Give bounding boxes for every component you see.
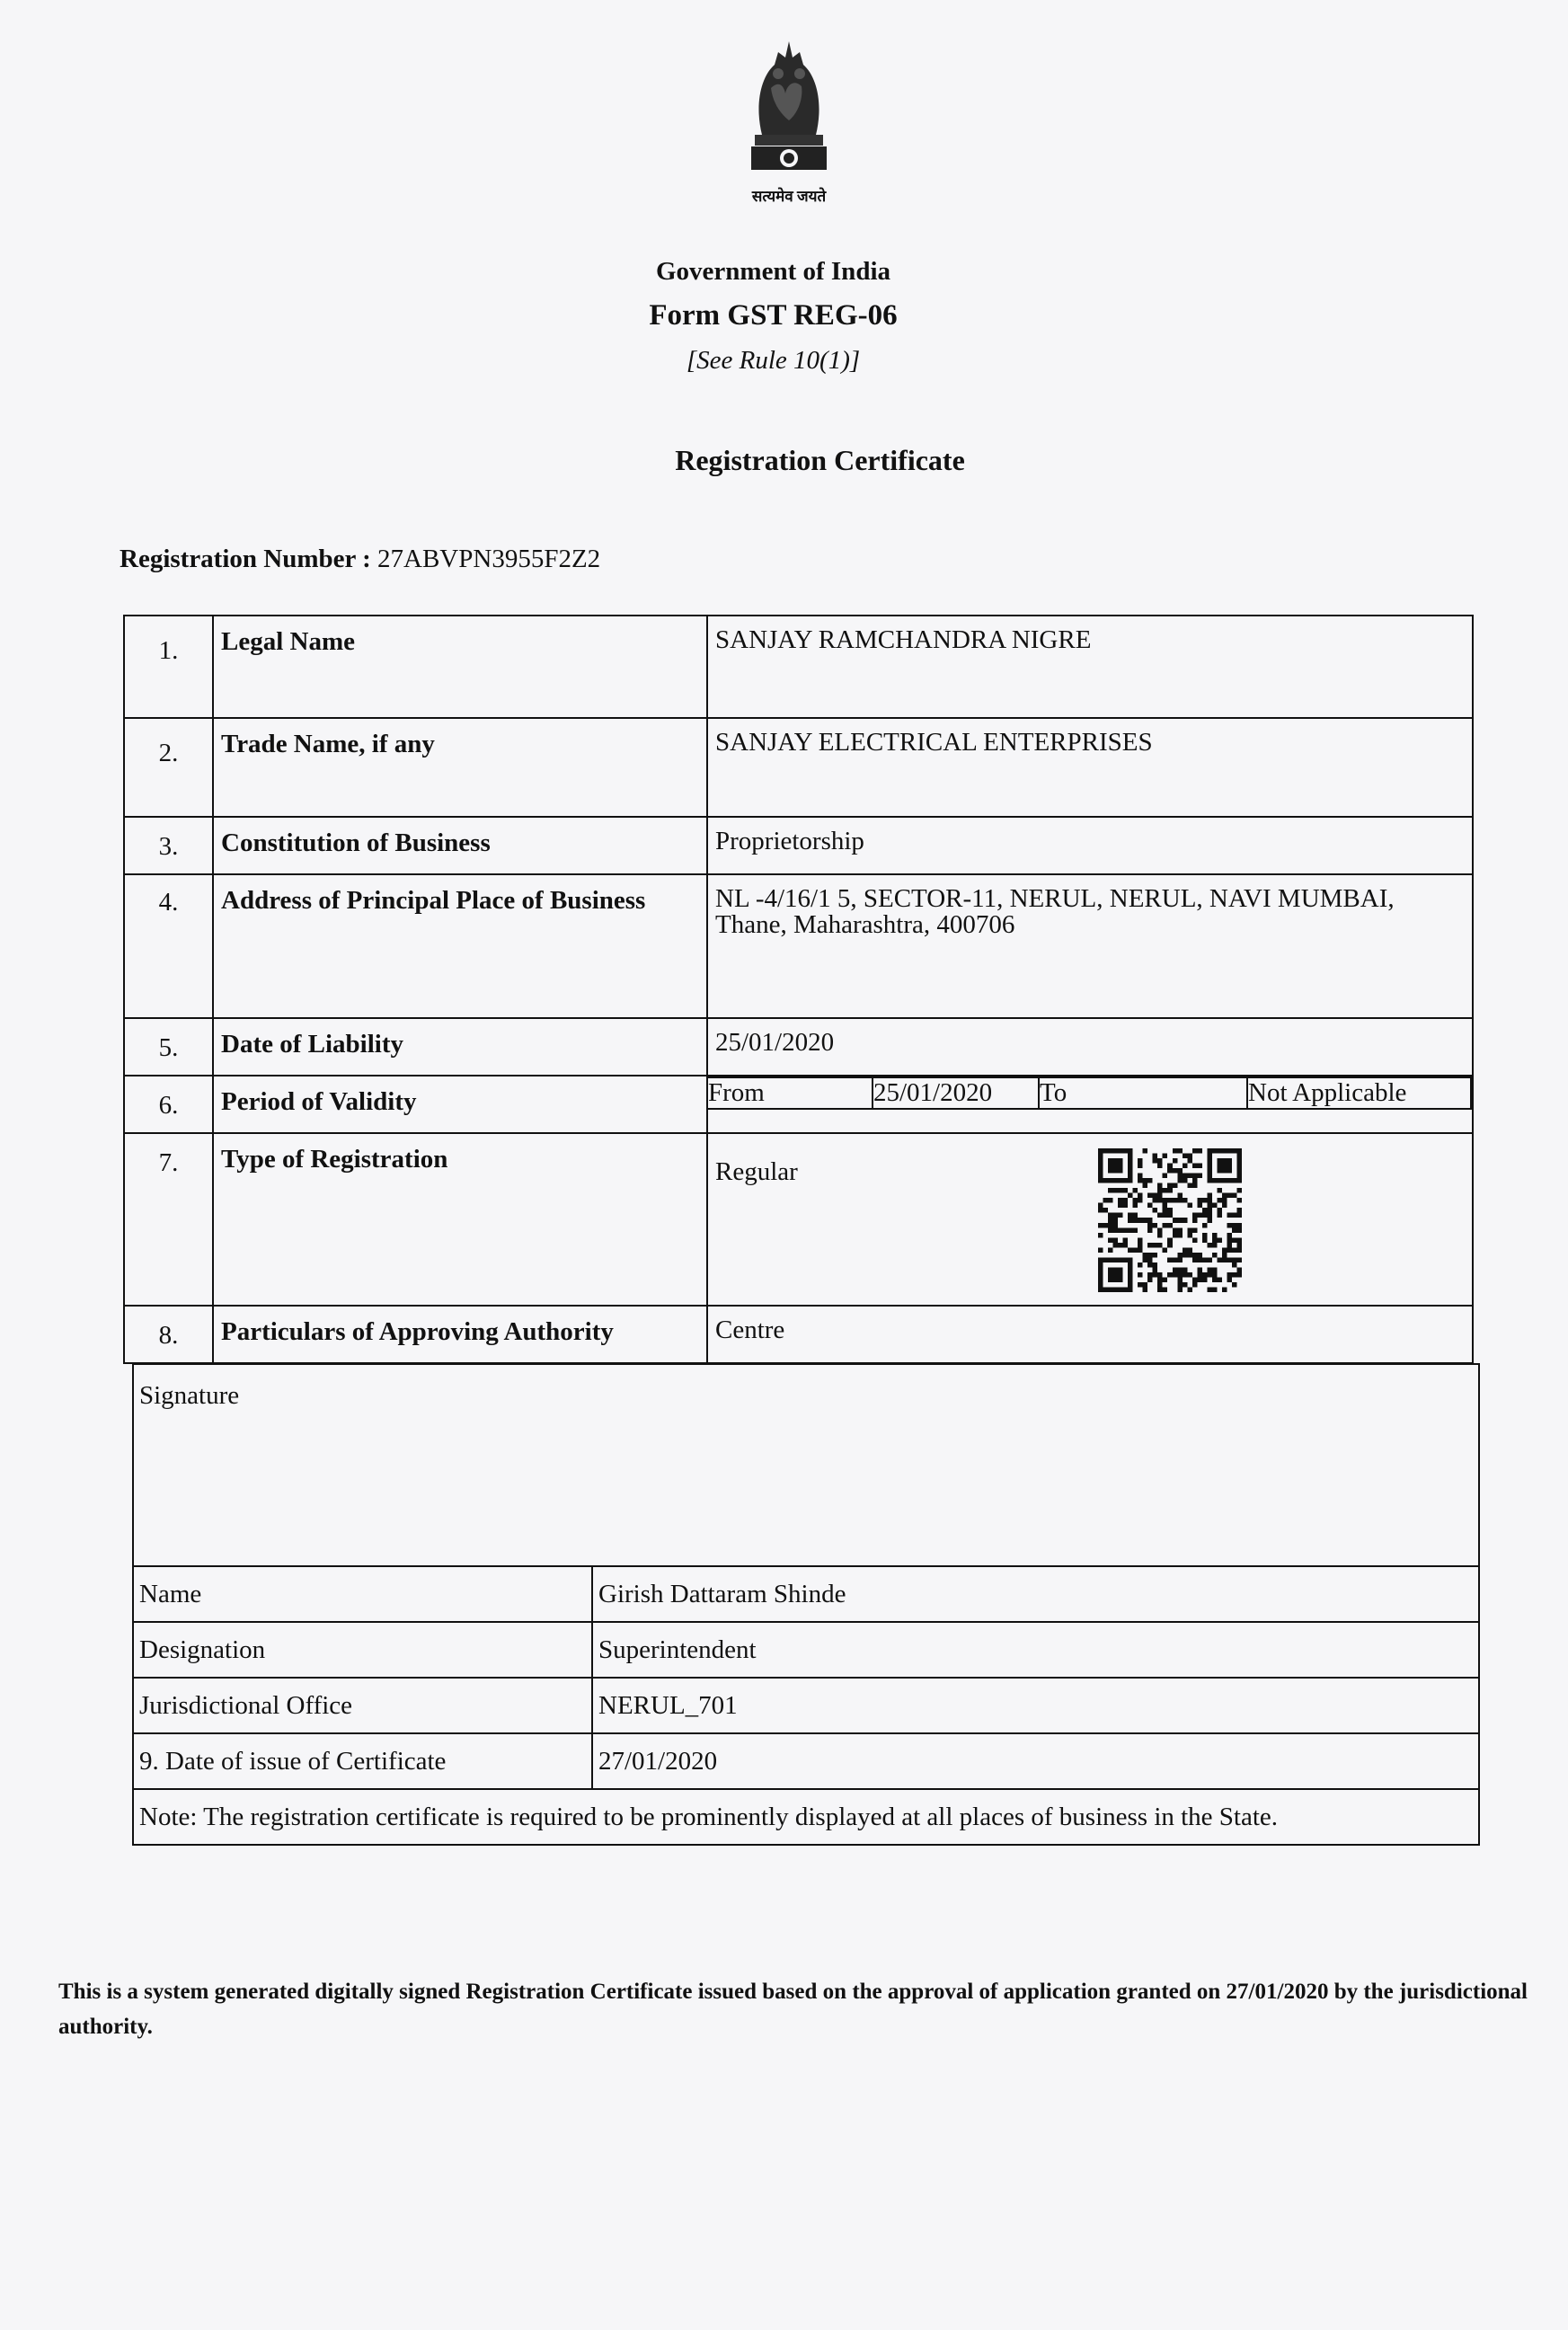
table-row	[124, 616, 1473, 718]
row-number: 3.	[124, 817, 213, 874]
officer-field-label: 9. Date of issue of Certificate	[133, 1733, 592, 1789]
government-heading: Government of India	[656, 257, 890, 286]
certificate-title: Registration Certificate	[675, 444, 965, 476]
designation-value: Superintendent	[592, 1622, 1479, 1678]
signature-row	[133, 1364, 1479, 1566]
officer-name-value: Girish Dattaram Shinde	[592, 1566, 1479, 1622]
table-row	[133, 1566, 1479, 1622]
table-row	[124, 1133, 1473, 1306]
table-row	[133, 1733, 1479, 1789]
jurisdictional-office-value: NERUL_701	[592, 1678, 1479, 1733]
table-row	[124, 1076, 1473, 1133]
validity-to-value: Not Applicable	[1247, 1077, 1471, 1109]
emblem-motto: सत्यमेव जयते	[751, 188, 827, 205]
table-row	[124, 1306, 1473, 1363]
rule-reference: [See Rule 10(1)]	[686, 346, 861, 375]
table-row	[124, 817, 1473, 874]
registration-number-value: 27ABVPN3955F2Z2	[377, 545, 601, 573]
validity-subtable	[708, 1076, 1472, 1110]
certificate-details-table	[123, 615, 1474, 1364]
row-label: Legal Name	[213, 616, 707, 718]
display-note: Note: The registration certificate is required to be prominently displayed at all places of business in the State.	[133, 1789, 1479, 1845]
row-number: 8.	[124, 1306, 213, 1363]
row-label: Address of Principal Place of Business	[213, 874, 707, 1018]
row-label: Particulars of Approving Authority	[213, 1306, 707, 1363]
validity-from-label: From	[708, 1077, 873, 1109]
approving-authority-value: Centre	[707, 1306, 1473, 1363]
row-label: Trade Name, if any	[213, 718, 707, 817]
table-row	[124, 874, 1473, 1018]
row-number: 7.	[124, 1133, 213, 1306]
row-number: 2.	[124, 718, 213, 817]
registration-type-value: Regular	[707, 1133, 1473, 1306]
date-of-liability-value: 25/01/2020	[707, 1018, 1473, 1076]
registration-number	[120, 545, 600, 574]
approving-officer-table	[132, 1363, 1480, 1846]
row-label: Period of Validity	[213, 1076, 707, 1133]
constitution-value: Proprietorship	[707, 817, 1473, 874]
officer-field-label: Jurisdictional Office	[133, 1678, 592, 1733]
validity-from-value: 25/01/2020	[873, 1077, 1039, 1109]
legal-name-value: SANJAY RAMCHANDRA NIGRE	[707, 616, 1473, 718]
table-row	[124, 1018, 1473, 1076]
row-number: 1.	[124, 616, 213, 718]
qr-code-icon	[1098, 1148, 1242, 1292]
row-label: Type of Registration	[213, 1133, 707, 1306]
signature-label: Signature	[133, 1364, 1479, 1566]
validity-cell	[707, 1076, 1473, 1133]
address-value: NL -4/16/1 5, SECTOR-11, NERUL, NERUL, NAVI MUMBAI, Thane, Maharashtra, 400706	[707, 874, 1473, 1018]
row-number: 4.	[124, 874, 213, 1018]
row-number: 6.	[124, 1076, 213, 1133]
digital-signature-footer: This is a system generated digitally signed Registration Certificate issued based on the approval of application granted on 27/01/2020 by the jurisdictional authority.	[58, 1980, 1528, 2039]
table-row	[124, 718, 1473, 817]
trade-name-value: SANJAY ELECTRICAL ENTERPRISES	[707, 718, 1473, 817]
officer-field-label: Name	[133, 1566, 592, 1622]
row-label: Constitution of Business	[213, 817, 707, 874]
form-heading: Form GST REG-06	[649, 299, 898, 332]
registration-number-label: Registration Number :	[120, 545, 371, 573]
note-row	[133, 1789, 1479, 1845]
row-label: Date of Liability	[213, 1018, 707, 1076]
table-row	[133, 1678, 1479, 1733]
officer-field-label: Designation	[133, 1622, 592, 1678]
row-number: 5.	[124, 1018, 213, 1076]
validity-to-label: To	[1039, 1077, 1247, 1109]
issue-date-value: 27/01/2020	[592, 1733, 1479, 1789]
table-row	[133, 1622, 1479, 1678]
